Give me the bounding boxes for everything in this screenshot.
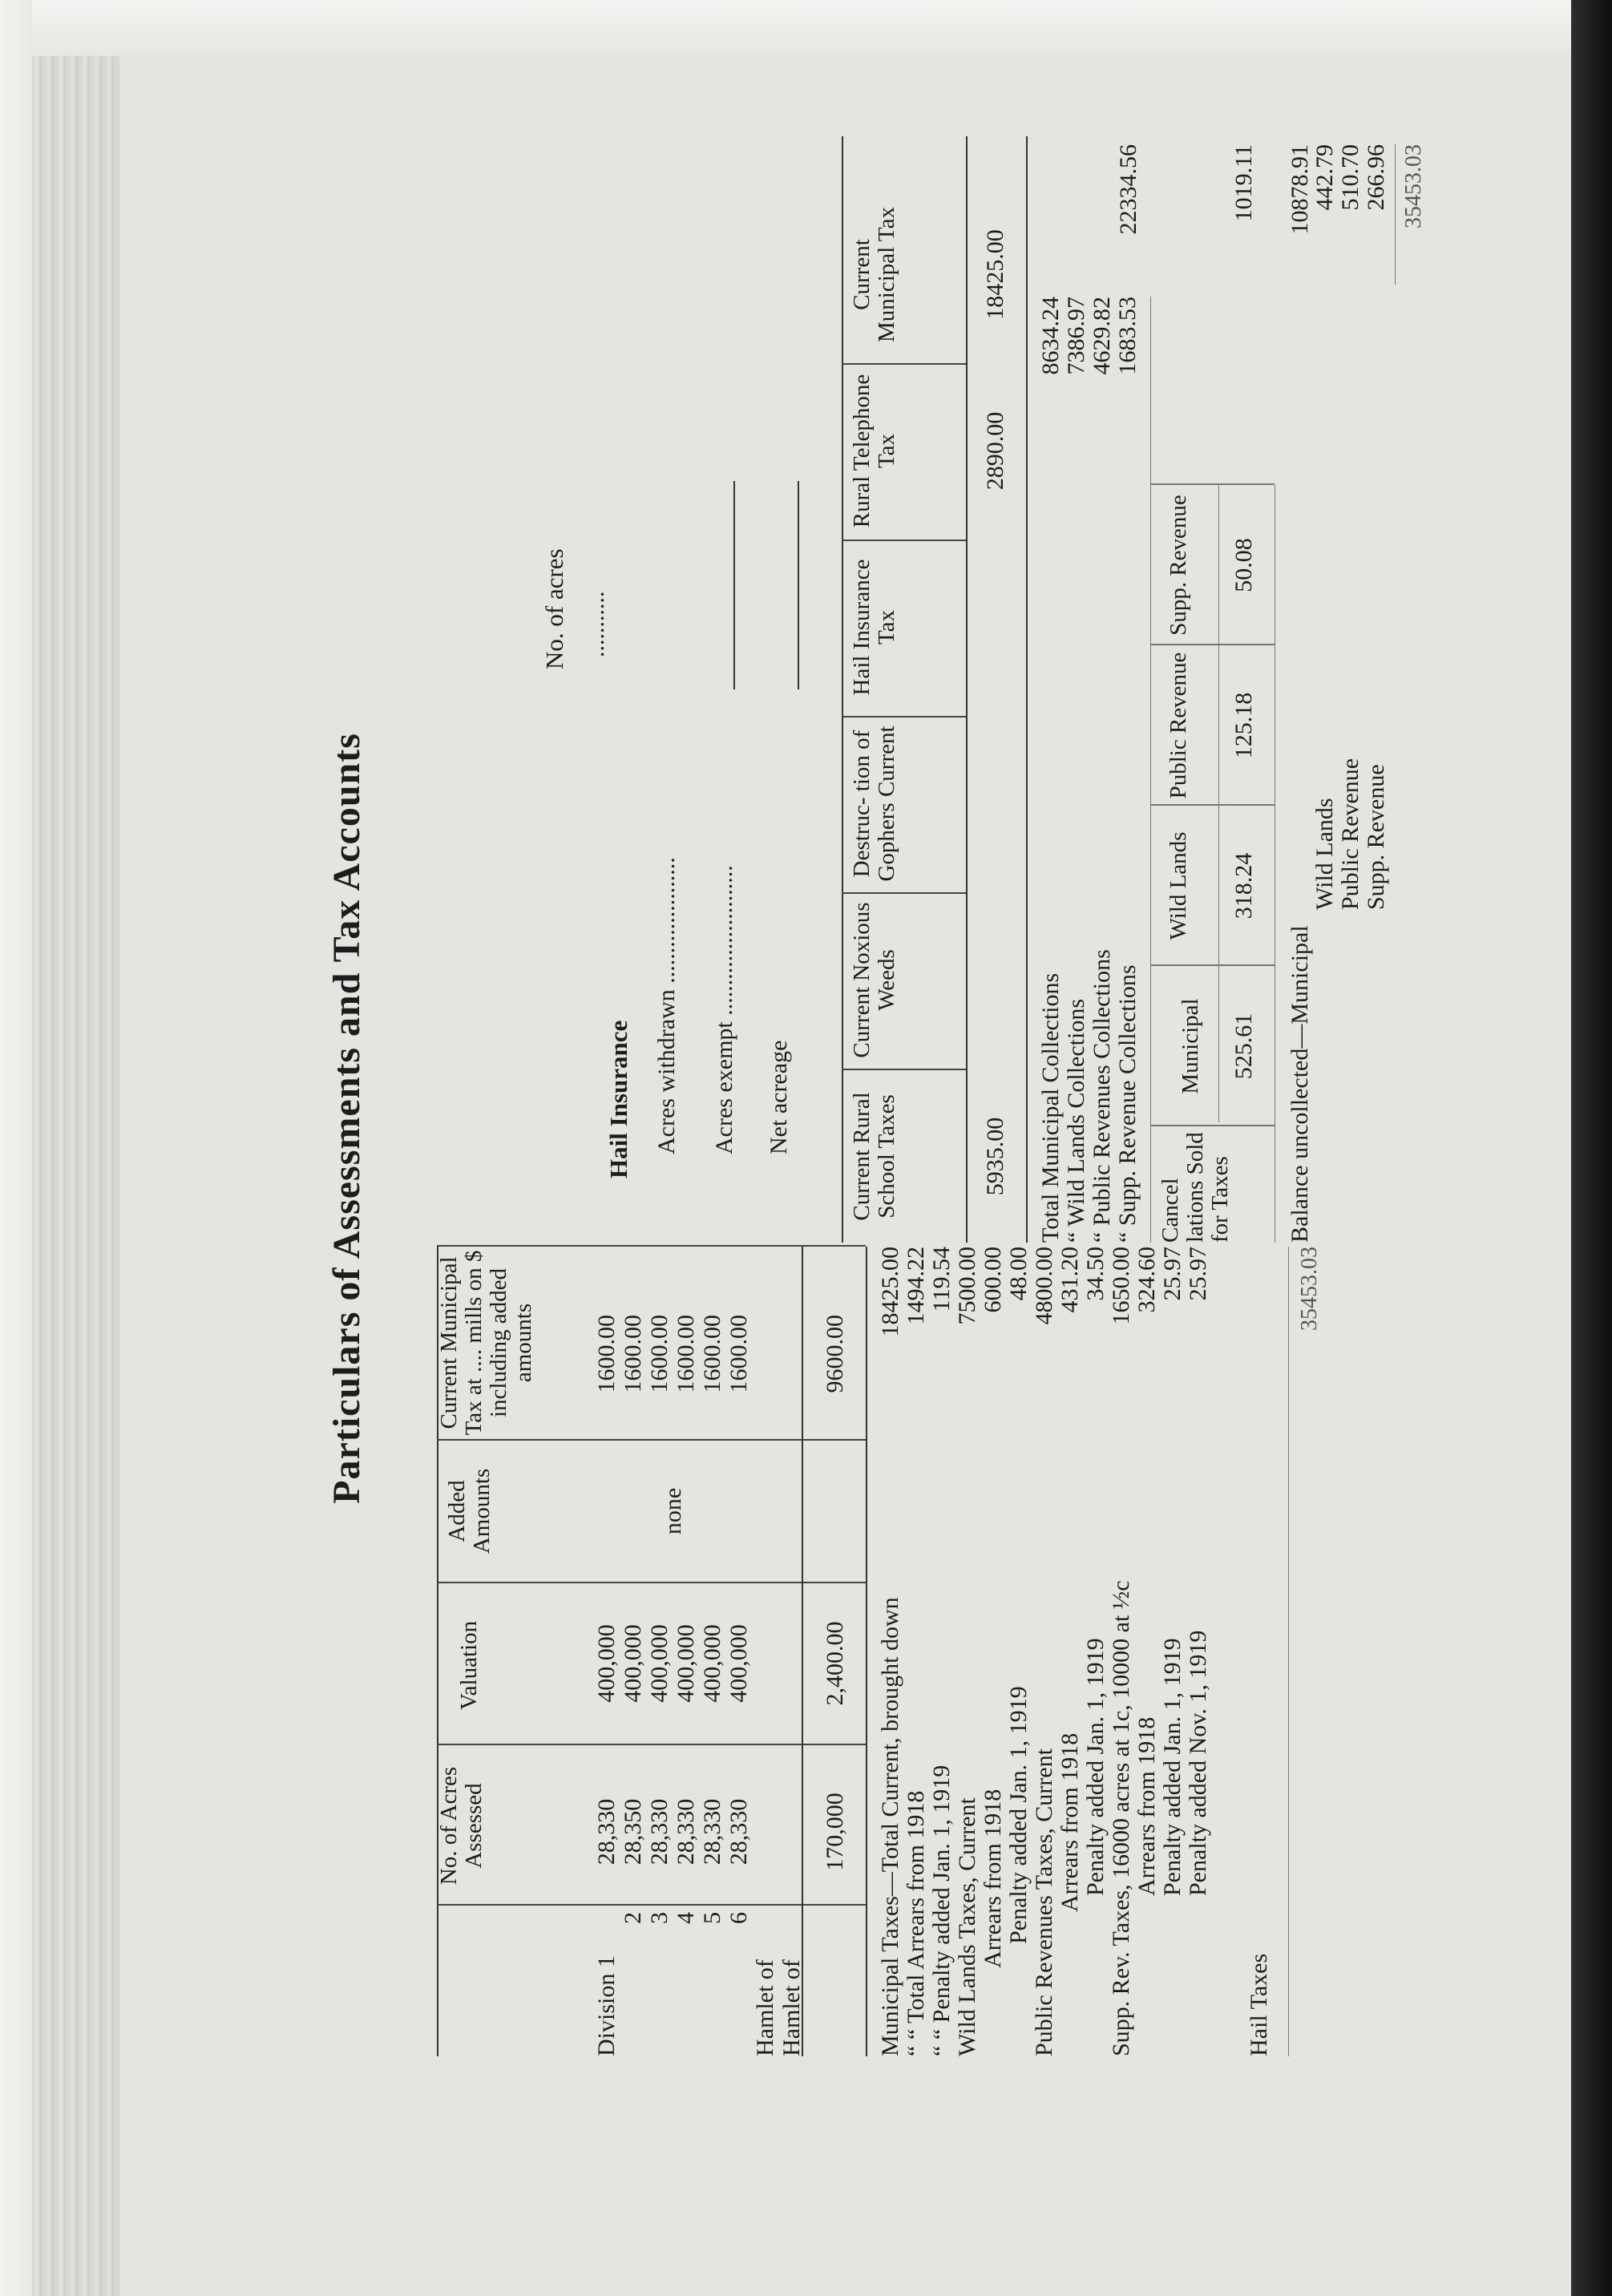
ledger-amount: 431.20: [1056, 1247, 1083, 1313]
division-label: 3: [646, 1912, 673, 1924]
hamlet-label: Hamlet of: [752, 1959, 778, 2056]
collection-row: [1089, 297, 1115, 1243]
ledger-amount: 25.97: [1159, 1247, 1186, 1301]
scan-background-top: [0, 0, 1612, 56]
ledger-label: “ “ Penalty added Jan. 1, 1919: [928, 1764, 955, 2056]
collection-label: “ Supp. Revenue Collections: [1114, 964, 1141, 1243]
ledger-row: [1134, 1247, 1160, 2056]
collection-amount: 4629.82: [1089, 297, 1115, 375]
header-cancel-public-revenue: Public Revenue: [1166, 652, 1191, 799]
header-cancel-municipal: Municipal: [1178, 998, 1203, 1094]
divider: [1150, 483, 1275, 485]
ledger-row: [955, 1247, 980, 2056]
division-label: 6: [725, 1912, 752, 1924]
collection-label: Total Municipal Collections: [1037, 972, 1064, 1243]
net-acreage: Net acreage: [766, 1040, 792, 1154]
ledger-amount: 4800.00: [1031, 1247, 1057, 1325]
scan-dark-edge: [1571, 0, 1612, 2296]
rotated-page-content: [317, 124, 1495, 2112]
collection-row: [1038, 297, 1064, 1243]
division-label: 2: [620, 1912, 646, 1924]
ledger-row: [878, 1247, 903, 2056]
hail-rule: [733, 481, 735, 689]
hamlet-label: Hamlet of: [778, 1959, 805, 2056]
tax-cell: 1600.00: [593, 1315, 620, 1393]
ledger-label: Public Revenues Taxes, Current: [1031, 1748, 1057, 2056]
ledger-label: Wild Lands Taxes, Current: [954, 1797, 980, 2056]
ledger-label: Penalty added Jan. 1, 1919: [1082, 1638, 1109, 1896]
acres-column: [593, 1768, 752, 1896]
valuation-cell: 400,000: [673, 1624, 699, 1703]
ledger-label: Penalty added Jan. 1, 1919: [1005, 1686, 1032, 1944]
division-label: Division 1: [593, 1955, 620, 2056]
ledger-row: [980, 1247, 1006, 2056]
ledger-amount: 18425.00: [877, 1247, 903, 1337]
header-gophers: Destruc- tion of Gophers Current: [849, 726, 899, 882]
tax-cell: 1600.00: [646, 1315, 673, 1393]
page-title: Particulars of Assessments and Tax Accounts: [325, 733, 368, 1504]
tax-cell: 1600.00: [620, 1315, 646, 1393]
acres-cell: 28,330: [646, 1798, 673, 1866]
divider: [1150, 644, 1275, 645]
collection-label: “ Public Revenues Collections: [1089, 949, 1115, 1243]
ledger-row: [1186, 1247, 1211, 2056]
hail-acres-dots: ...........: [583, 591, 609, 657]
cancellations-top-rule: [1150, 297, 1151, 1243]
valuation-cell: 400,000: [699, 1624, 725, 1703]
ledger-label: Arrears from 1918: [980, 1789, 1006, 1968]
divider: [842, 1069, 966, 1070]
ledger-row: [1006, 1247, 1032, 2056]
cancellations-mid-rule: [1218, 485, 1219, 1122]
balance-amount: 510.70: [1337, 144, 1364, 211]
tax-cell: 1600.00: [725, 1315, 752, 1393]
tax-cell: 1600.00: [699, 1315, 725, 1393]
total-acres: 170,000: [822, 1793, 848, 1871]
ledger-amount: 34.50: [1082, 1247, 1109, 1301]
divider: [842, 363, 966, 365]
header-rural-school: Current Rural School Taxes: [849, 1092, 899, 1221]
hail-insurance-heading: Hail Insurance: [604, 1020, 632, 1178]
cancellations-total: 1019.11: [1230, 144, 1257, 222]
balance-label: Wild Lands: [1311, 798, 1338, 910]
balance-label: Public Revenue: [1337, 758, 1364, 910]
header-acres: No. of Acres Assessed: [436, 1766, 487, 1886]
cancel-wild-lands-value: 318.24: [1230, 852, 1257, 920]
ledger-total: 35453.03: [1297, 1247, 1322, 1331]
valuation-cell: 400,000: [646, 1624, 673, 1703]
division-label: 4: [673, 1912, 699, 1924]
ledger-row: [929, 1247, 955, 2056]
cancellations-label: Cancel lations Sold for Taxes: [1157, 1132, 1233, 1243]
collections-total: 22334.56: [1115, 144, 1141, 235]
ledger-amount: 119.54: [928, 1247, 955, 1312]
ledger-row: [1160, 1247, 1186, 2056]
balance-amount: 266.96: [1363, 144, 1389, 211]
summary-mid-rule: [966, 136, 968, 1243]
page-binding-gutter: [32, 56, 120, 2296]
added-amounts-value: none: [660, 1487, 686, 1535]
ledger-row: [1032, 1247, 1057, 2056]
header-cancel-supp-revenue: Supp. Revenue: [1166, 495, 1191, 636]
collection-amount: 1683.53: [1114, 297, 1141, 375]
collection-row: [1115, 297, 1141, 1243]
valuation-cell: 400,000: [725, 1624, 752, 1703]
total-rule: [866, 1247, 867, 2056]
collection-amount: 8634.24: [1037, 297, 1064, 375]
acres-cell: 28,350: [620, 1798, 646, 1866]
division-labels: [593, 1912, 805, 2056]
ledger-label: Municipal Taxes—Total Current, brought down: [877, 1597, 903, 2056]
header-hail-tax: Hail Insurance Tax: [849, 559, 899, 696]
divider: [1150, 964, 1275, 966]
ledger-amount: 7500.00: [954, 1247, 980, 1325]
summary-top-rule: [842, 136, 843, 1243]
divider: [842, 892, 966, 894]
header-telephone-tax: Rural Telephone Tax: [849, 374, 899, 528]
ledger-amount: 324.60: [1133, 1247, 1160, 1313]
balance-amount: 442.79: [1311, 144, 1338, 211]
rural-school-value: 5935.00: [982, 1117, 1008, 1196]
ledger-label: Penalty added Jan. 1, 1919: [1159, 1638, 1186, 1896]
ledger-label: Hail Taxes: [1246, 1953, 1272, 2056]
acres-exempt: Acres exempt .........................: [711, 865, 737, 1154]
balance-row: [1364, 144, 1389, 910]
hail-rule: [798, 481, 799, 689]
divider: [842, 540, 966, 541]
acres-cell: 28,330: [699, 1798, 725, 1866]
ledger-label: Arrears from 1918: [1133, 1716, 1160, 1896]
ledger-amount: 1494.22: [903, 1247, 929, 1325]
summary-bottom-rule: [1026, 136, 1028, 1243]
header-tax: Current Municipal Tax at .... mills on $ including added amounts: [436, 1250, 536, 1436]
ledger-row: [903, 1247, 929, 2056]
header-cancel-wild-lands: Wild Lands: [1166, 831, 1191, 940]
valuation-cell: 400,000: [593, 1624, 620, 1703]
scan-background-left: [0, 0, 32, 2296]
ledger-row: [1246, 1247, 1272, 2056]
ledger-amount: 1650.00: [1108, 1247, 1134, 1325]
divider: [1150, 804, 1275, 806]
total-valuation: 2,400.00: [822, 1621, 848, 1706]
collection-label: “ Wild Lands Collections: [1063, 998, 1089, 1243]
tax-column: [593, 1315, 752, 1435]
division-label: 5: [699, 1912, 725, 1924]
tax-cell: 1600.00: [673, 1315, 699, 1393]
header-current-municipal: Current Municipal Tax: [849, 207, 899, 342]
ledger-label: Supp. Rev. Taxes, 16000 acres at 1c, 10000 at ½c: [1108, 1580, 1134, 2056]
acres-cell: 28,330: [725, 1798, 752, 1866]
balance-row: [1338, 144, 1364, 910]
acres-cell: 28,330: [673, 1798, 699, 1866]
balance-municipal-amount: 10878.91: [1287, 144, 1313, 235]
cancel-supp-revenue-value: 50.08: [1230, 538, 1257, 592]
ledger-row: [1083, 1247, 1109, 2056]
ledger-amount: 48.00: [1005, 1247, 1032, 1301]
current-municipal-value: 18425.00: [982, 229, 1008, 320]
ledger-label: Arrears from 1918: [1056, 1732, 1083, 1912]
balance-heading: Balance uncollected—Municipal: [1287, 925, 1313, 1243]
ledger-amount: 25.97: [1185, 1247, 1211, 1301]
ledger-label: “ “ Total Arrears from 1918: [903, 1790, 929, 2056]
header-noxious-weeds: Current Noxious Weeds: [849, 902, 899, 1058]
header-valuation: Valuation: [456, 1620, 482, 1711]
balance-row: [1312, 144, 1338, 910]
cancel-public-revenue-value: 125.18: [1230, 692, 1257, 759]
ledger-amount: 600.00: [980, 1247, 1006, 1313]
header-added: Added Amounts: [444, 1468, 495, 1554]
total-tax: 9600.00: [822, 1315, 848, 1393]
ledger-rule: [1288, 1247, 1289, 2056]
grand-total-rule: [1395, 144, 1396, 285]
ledger-row: [1109, 1247, 1134, 2056]
valuation-cell: 400,000: [620, 1624, 646, 1703]
ledger-label: Penalty added Nov. 1, 1919: [1185, 1630, 1211, 1896]
telephone-tax-value: 2890.00: [982, 411, 1008, 491]
grand-total: 35453.03: [1401, 144, 1426, 228]
acres-cell: 28,330: [593, 1798, 620, 1866]
ledger-row: [1057, 1247, 1083, 2056]
valuation-column: [593, 1599, 752, 1728]
collection-row: [1064, 297, 1089, 1243]
cancel-municipal-value: 525.61: [1230, 1013, 1257, 1080]
hail-acres-heading: No. of acres: [540, 548, 568, 669]
divider: [842, 716, 966, 718]
collection-amount: 7386.97: [1063, 297, 1089, 375]
balance-label: Supp. Revenue: [1363, 764, 1389, 910]
acres-withdrawn: Acres withdrawn .....................: [653, 857, 680, 1154]
divider: [1150, 1125, 1275, 1126]
